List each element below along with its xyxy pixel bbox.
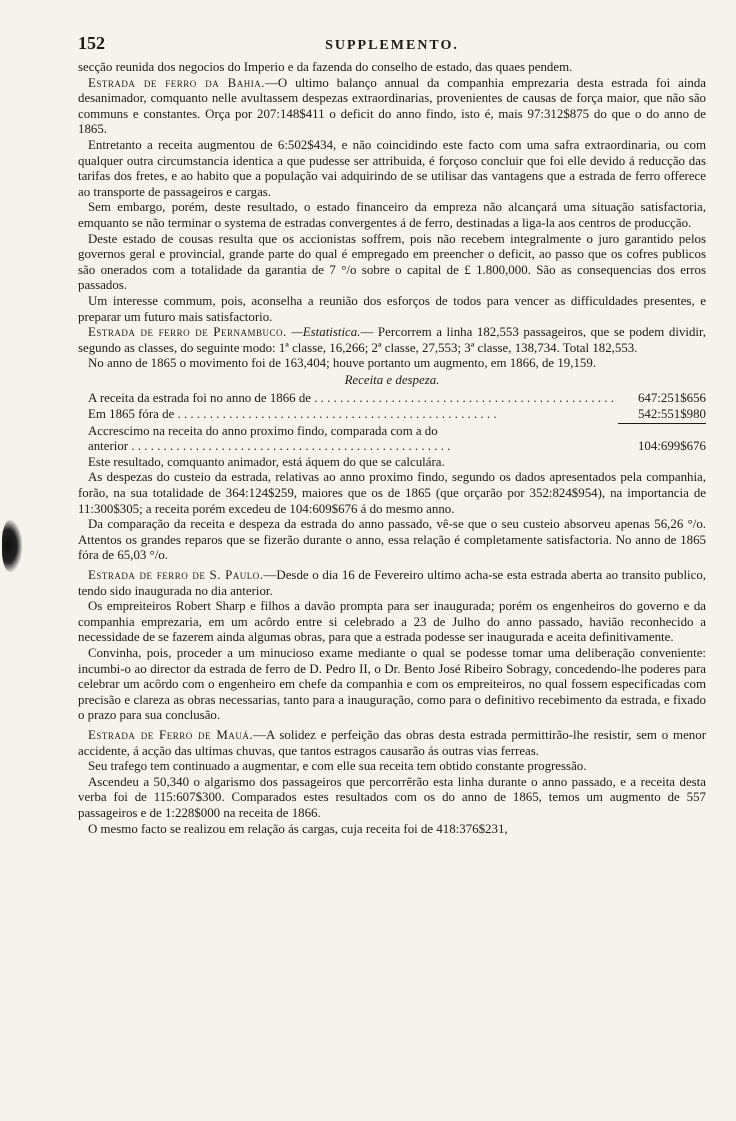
ledger-value: 542:551$980 <box>618 407 706 424</box>
ledger-value: 104:699$676 <box>637 439 706 454</box>
ledger-label: Em 1865 fóra de . . . <box>78 407 618 423</box>
section-pernambuco <box>78 325 706 356</box>
paragraph-text: —Desde o dia 16 de Fevereiro ultimo acha-se esta estrada aberta ao transito publico, tendo sido inaugurada no dia anterior. <box>78 568 706 598</box>
running-title: SUPPLEMENTO. <box>325 38 459 53</box>
section-title: Estrada de ferro de Pernambuco. <box>88 325 287 340</box>
paragraph: Um interesse commum, pois, aconselha a reunião dos esforços de todos para vencer as difficuldades presentes, e preparar um futuro mais satisfactorio. <box>78 293 706 324</box>
ledger-value: 647:251$656 <box>637 391 706 406</box>
page-number: 152 <box>78 33 105 53</box>
paragraph: Deste estado de cousas resulta que os accionistas soffrem, pois não recebem integralmente o juro garantido pelos governos geral e provincial, grande parte do qual é empregado em preencher o deficit, ao passo que os cofres publicos são onerados com a totalidade da garantia de 7 °/o sobre o capital de £ 1.800,000. São as consequencias dos erros passados. <box>78 231 706 293</box>
paragraph: Ascendeu a 50,340 o algarismo dos passageiros que percorrêrão esta linha durante o anno passado, e a receita desta verba foi de 115:607$300. Comparados estes resultados com os do anno de 1865, temos um augmento de 557 passageiros e de 1:228$000 na receita de 1866. <box>78 774 706 820</box>
page-header <box>78 33 706 60</box>
receita-heading: Receita e despeza. <box>344 372 440 387</box>
paragraph: Os empreiteiros Robert Sharp e filhos a davão prompta para ser inaugurada; porém os engenheiros do governo e da companhia emprezaria, em um acôrdo entre si celebrado a 23 de Julho do anno passado, havião reconhecido a necessidade de se fazerem ainda algumas obras, para que a estrada podesse ser inaugurada e aceita definitivamente. <box>78 599 706 645</box>
paragraph: Este resultado, comquanto animador, está áquem do que se calculára. <box>88 454 445 469</box>
paragraph: secção reunida dos negocios do Imperio e da fazenda do conselho de estado, das quaes pendem. <box>78 60 573 74</box>
section-bahia <box>78 76 706 138</box>
paragraph: O mesmo facto se realizou em relação ás cargas, cuja receita foi de 418:376$231, <box>88 821 508 836</box>
ink-blot <box>2 520 22 572</box>
paragraph: Entretanto a receita augmentou de 6:502$434, e não coincidindo este facto com uma safra extraordinaria, ou com qualquer outra circumstancia identica a que pudesse ser attribuida, é forçoso concluir que foi elle devido á reducção das tarifas dos fretes, e ao habito que a população vai adquirindo de se utilisar das vantagens que a estrada de ferro offerece ao transporte de passageiros e cargas. <box>78 137 706 199</box>
paragraph-text: —O ultimo balanço annual da companhia emprezaria desta estrada foi ainda desanimador, comquanto nelle avultassem despezas extraordinarias, provenientes de causas de força maior, que não são communs e constantes. Orça por 207:148$411 o deficit do anno findo, isto é, mais 97:312$875 do que o do anno de 1865. <box>78 75 707 137</box>
document-page <box>78 33 707 837</box>
section-title: Estrada de ferro de S. Paulo. <box>88 568 264 582</box>
paragraph: Da comparação da receita e despeza da estrada do anno passado, vê-se que o seu custeio absorveu apenas 56,26 °/o. Attentos os grandes reparos que se fizerão durante o anno, essa relação é completamente satisfactoria. No anno de 1865 fóra de 65,03 °/o. <box>78 517 706 563</box>
section-title: Estrada de Ferro de Mauá. <box>88 727 254 742</box>
paragraph: As despezas do custeio da estrada, relativas ao anno proximo findo, segundo os dados apresentados pela companhia, forão, na sua totalidade de 364:124$259, maiores que os de 1865 (que orçarão por 352:824$954), na importancia de 11:300$305; a receita porém excedeu de 104:609$676 á do mesmo anno. <box>78 470 706 516</box>
section-sao-paulo <box>78 568 706 599</box>
ledger-row <box>78 407 706 424</box>
paragraph: Convinha, pois, proceder a um minucioso exame mediante o qual se podesse tomar uma deliberação conveniente: incumbi-o ao director da estrada de ferro de D. Pedro II, o Dr. Bento José Ribeiro Sobragy, concedendo-lhe poderes para celebrar um acôrdo com o engenheiro em chefe da companhia e com os empreiteiros, no qual fossem especificadas com precisão e clareza as obras necessarias, tanto para a inauguração, como para o definitivo recebimento da estrada, e fixado o prazo para sua conclusão. <box>78 645 706 723</box>
paragraph-text: — Percorrem a linha 182,553 passageiros, que se podem dividir, segundo as classes, do seguinte modo: 1ª classe, 16,266; 2ª classe, 27,553; 3ª classe, 138,734. Total 182,553. <box>78 325 706 355</box>
ledger-row <box>78 439 706 455</box>
paragraph: Seu trafego tem continuado a augmentar, e com elle sua receita tem obtido constante progressão. <box>88 759 587 774</box>
ledger-row <box>78 391 706 407</box>
section-title: Estrada de ferro da Bahia. <box>88 75 266 90</box>
ledger-label: A receita da estrada foi no anno de 1866 de . . . <box>78 391 618 407</box>
section-maua <box>78 728 706 759</box>
paragraph-text: —A solidez e perfeição das obras desta estrada permittirão-lhe resistir, sem o menor accidente, á acção das ultimas chuvas, que tantos estragos causarão ás outras vias ferreas. <box>78 727 706 758</box>
ledger-label: Accrescimo na receita do anno proximo findo, comparada com a do <box>88 423 438 438</box>
section-subtitle: —Estatistica. <box>291 325 361 340</box>
paragraph: No anno de 1865 o movimento foi de 163,404; houve portanto um augmento, em 1866, de 19,159. <box>88 356 597 371</box>
paragraph: Sem embargo, porém, deste resultado, o estado financeiro da empreza não alcançará uma situação satisfactoria, emquanto se não terminar o systema de estradas convergentes á de ferro, destinadas a liga-la aos centros de producção. <box>78 200 706 230</box>
ledger-label: anterior . . . <box>78 439 618 455</box>
